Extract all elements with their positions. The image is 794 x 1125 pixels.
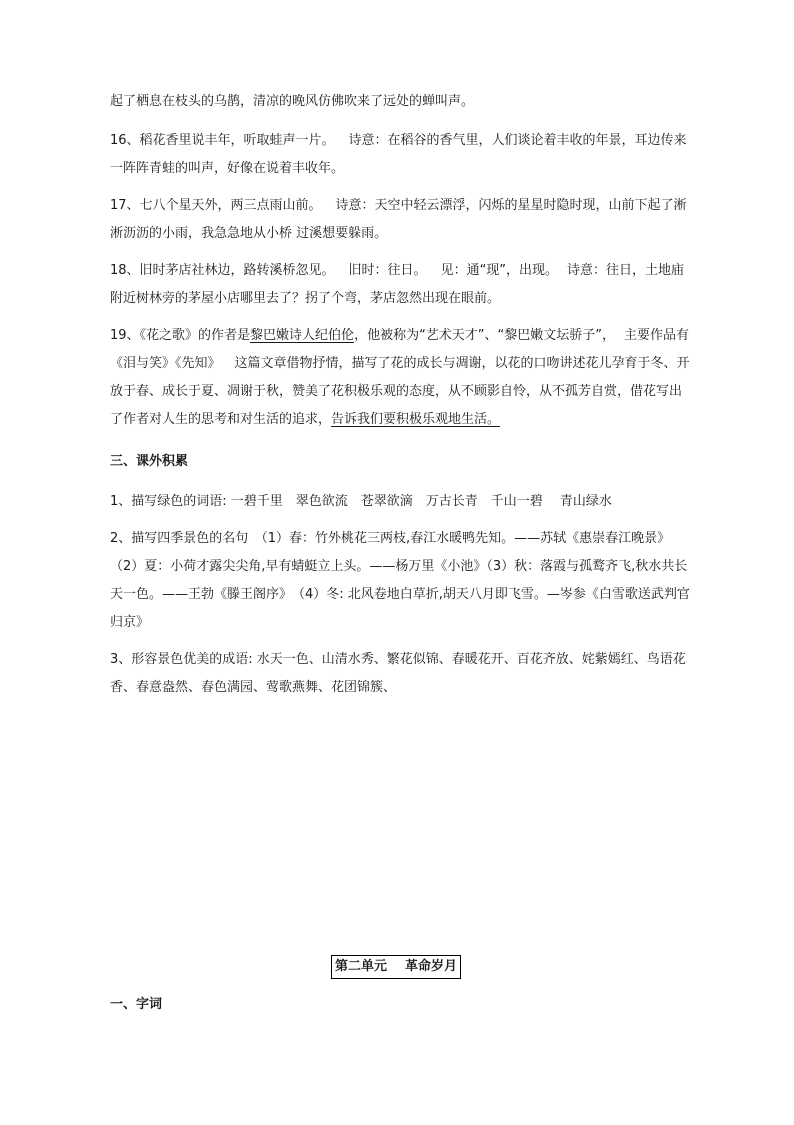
extra-3-scenery-idioms: 3、形容景色优美的成语: 水天一色、山清水秀、繁花似锦、春暖花开、百花齐放、姹紫嫣红、鸟语花香、春意盎然、春色满园、莺歌燕舞、花团锦簇、	[110, 652, 686, 695]
item-19-summary: 这篇文章借物抒情，描写了花的成长与凋谢，以花的口吻讲述花儿孕育于冬、开放于春、成长于夏、凋谢于秋，赞美了花积极乐观的态度，从不顾影自怜，从不孤芳自赏，借花写出了作者对人生的思考和对生活的追求，	[110, 356, 690, 427]
item-19-lesson-underlined: 告诉我们要积极乐观地生活。	[331, 412, 501, 427]
item-19-author-underlined: 黎巴嫩诗人纪伯伦	[250, 328, 355, 343]
unit-name: 革命岁月	[405, 959, 458, 974]
section-heading-extracurricular: 三、课外积累	[110, 454, 189, 469]
item-17-meaning: 诗意：天空中轻云漂浮，闪烁的星星时隐时现，山前下起了淅淅沥沥的小雨，我急急地从小桥 过溪想要躲雨。	[110, 198, 687, 241]
item-18-line: 18、旧时茅店社林边，路转溪桥忽见。	[110, 263, 335, 278]
item-16-meaning: 诗意：在稻谷的香气里，人们谈论着丰收的年景，耳边传来一阵阵青蛙的叫声，好像在说着丰收年。	[110, 133, 687, 176]
item-18-note-1: 旧时：往日。	[348, 263, 427, 278]
item-19-titles: ，他被称为“艺术天才”、“黎巴嫩文坛骄子”，	[354, 328, 616, 343]
unit-number: 第二单元	[335, 959, 388, 974]
item-16	[110, 127, 690, 183]
item-18-meaning: 诗意：往日，土地庙附近树林旁的茅屋小店哪里去了？拐了个弯，茅店忽然出现在眼前。	[110, 263, 685, 306]
item-19-intro: 19、《花之歌》的作者是	[110, 328, 251, 343]
item-18-note-2: 见：通“现”，出现。	[440, 263, 559, 278]
poem-15-translation-end: 起了栖息在枝头的乌鹊，清凉的晚风仿佛吹来了远处的蝉叫声。	[110, 94, 475, 109]
item-17-line: 17、七八个星天外，两三点雨山前。	[110, 198, 322, 213]
extra-1-green-words: 1、描写绿色的词语: 一碧千里 翠色欲流 苍翠欲滴 万古长青 千山一碧 青山绿水	[110, 494, 612, 509]
item-18	[110, 257, 690, 313]
extra-2-season-verses: 2、描写四季景色的名句 （1）春：竹外桃花三两枝,春江水暖鸭先知。——苏轼《惠崇春江晚景》（2）夏：小荷才露尖尖角,早有蜻蜓立上头。——杨万里《小池》（3）秋：落霞与孤鹜齐飞,秋水共长天一色。——王勃《滕王阁序》 （4）冬: 北风卷地白草折,胡天八月即飞雪。—岑参《白雪歌送武判官归京》	[110, 531, 690, 630]
section-heading-vocabulary: 一、字词	[110, 997, 163, 1012]
document-body	[110, 88, 690, 711]
unit-title	[331, 955, 461, 979]
item-17	[110, 192, 690, 248]
item-19-works: 主要作品有《泪与笑》《先知》	[110, 328, 690, 371]
item-19	[110, 322, 690, 434]
item-16-line: 16、稻花香里说丰年，听取蛙声一片。	[110, 133, 335, 148]
